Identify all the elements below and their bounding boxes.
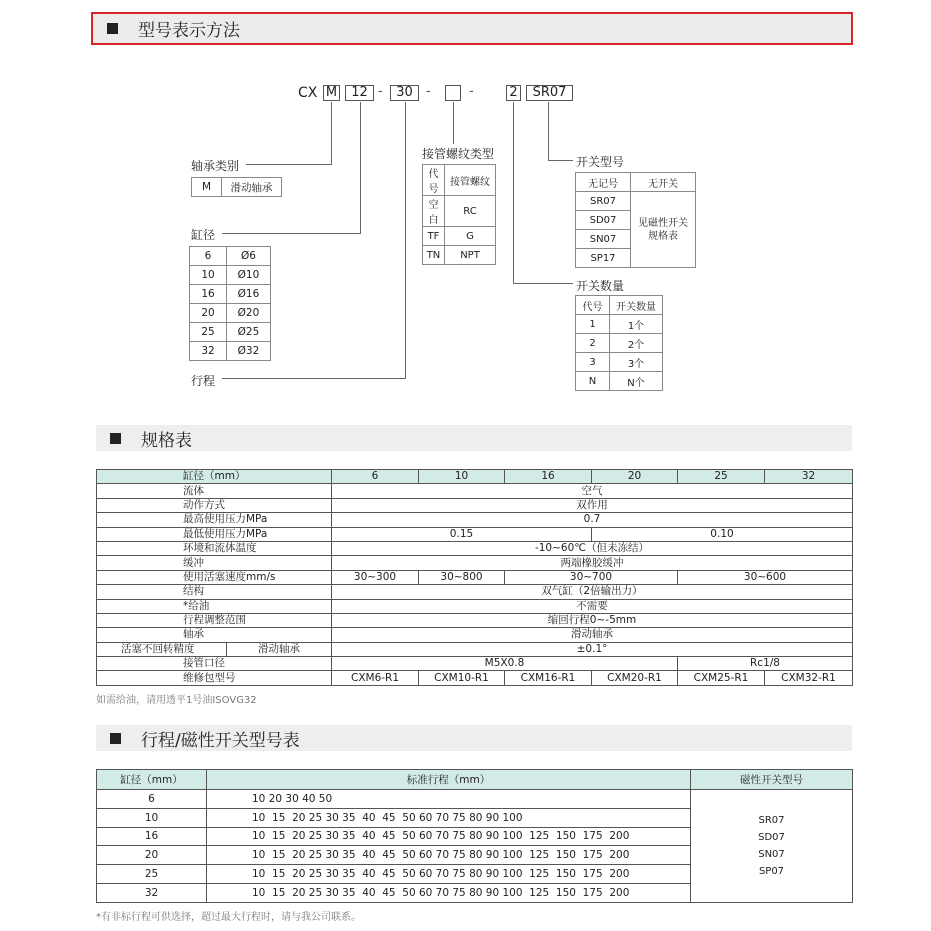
table-cell: N	[576, 372, 610, 391]
table-cell: 10 15 20 25 30 35 40 45 50 60 70 75 80 90 100 125 150 175 200	[207, 883, 691, 902]
table-cell: 使用活塞速度mm/s	[97, 570, 332, 584]
table-row	[97, 599, 853, 613]
code-dash-2: -	[426, 84, 431, 99]
code-bore-box: 12	[345, 85, 374, 101]
connector-line	[331, 102, 332, 164]
table-cell: 30~300	[332, 570, 419, 584]
table-cell: 滑动轴承	[222, 178, 282, 197]
switch-count-label: 开关数量	[576, 279, 625, 293]
table-cell: M5X0.8	[332, 657, 678, 671]
table-cell: 滑动轴承	[227, 642, 332, 656]
connector-line	[222, 233, 361, 234]
table-cell: 环境和流体温度	[97, 541, 332, 555]
stroke-note: *有非标行程可供选择，超过最大行程时，请与我公司联系。	[96, 912, 361, 923]
table-cell: 空气	[332, 484, 853, 498]
code-thread-box	[445, 85, 461, 101]
table-cell: CXM10-R1	[419, 671, 505, 685]
code-count-box: 2	[506, 85, 521, 101]
square-bullet-icon	[107, 23, 118, 34]
connector-line	[548, 102, 549, 161]
table-cell: 3	[576, 353, 610, 372]
table-cell: 10	[97, 808, 207, 827]
bore-label: 缸径	[191, 228, 216, 242]
table-cell: 见磁性开关 规格表	[631, 192, 696, 268]
table-row	[97, 657, 853, 671]
bearing-label: 轴承类别	[191, 159, 240, 173]
table-cell: 10 15 20 25 30 35 40 45 50 60 70 75 80 90 100 125 150 175 200	[207, 846, 691, 865]
table-cell: 双作用	[332, 498, 853, 512]
table-cell: 双气缸（2倍输出力）	[332, 585, 853, 599]
table-cell: 代号	[423, 165, 445, 196]
table-cell: Ø32	[227, 342, 271, 361]
table-cell: CXM20-R1	[592, 671, 678, 685]
switch-model: SN07	[758, 848, 785, 860]
table-cell: CXM32-R1	[765, 671, 853, 685]
code-stroke-box: 30	[390, 85, 419, 101]
connector-line	[360, 102, 361, 234]
table-cell: 32	[97, 883, 207, 902]
table-cell: 无开关	[631, 173, 696, 192]
section-title: 规格表	[141, 430, 192, 451]
table-cell: 动作方式	[97, 498, 332, 512]
table-cell: 代号	[576, 296, 610, 315]
table-cell: N个	[610, 372, 663, 391]
table-cell: 10 15 20 25 30 35 40 45 50 60 70 75 80 90 100 125 150 175 200	[207, 865, 691, 884]
table-cell: 轴承	[97, 628, 332, 642]
square-bullet-icon	[110, 733, 121, 744]
table-cell: 6	[190, 247, 227, 266]
table-row	[97, 484, 853, 498]
table-cell: CXM6-R1	[332, 671, 419, 685]
table-cell: 缸径（mm）	[97, 770, 207, 790]
spec-table	[96, 469, 853, 686]
table-cell: 25	[97, 865, 207, 884]
table-cell: 滑动轴承	[332, 628, 853, 642]
table-cell: ±0.1°	[332, 642, 853, 656]
table-cell: 缸径（mm）	[97, 470, 332, 484]
table-cell: *给油	[97, 599, 332, 613]
table-cell: 最高使用压力MPa	[97, 513, 332, 527]
table-cell: 活塞不回转精度	[97, 642, 227, 656]
table-cell: 6	[97, 790, 207, 809]
table-cell: 行程调整范围	[97, 613, 332, 627]
table-cell: 最低使用压力MPa	[97, 527, 332, 541]
table-cell: 标准行程（mm）	[207, 770, 691, 790]
table-cell: M	[192, 178, 222, 197]
table-cell: 流体	[97, 484, 332, 498]
table-cell: 10 15 20 25 30 35 40 45 50 60 70 75 80 90 100 125 150 175 200	[207, 827, 691, 846]
table-cell: 3个	[610, 353, 663, 372]
switch-model: SD07	[758, 831, 785, 843]
table-cell: TF	[423, 227, 445, 246]
table-row	[97, 585, 853, 599]
table-cell: Rc1/8	[678, 657, 853, 671]
connector-line	[513, 102, 514, 283]
thread-table	[422, 164, 496, 265]
table-cell: 空白	[423, 196, 445, 227]
table-cell: SN07	[576, 230, 631, 249]
table-cell: 接管螺纹	[445, 165, 496, 196]
bearing-table	[191, 177, 282, 197]
table-row	[97, 613, 853, 627]
table-cell: SR07	[576, 192, 631, 211]
table-cell: 32	[190, 342, 227, 361]
table-row	[97, 513, 853, 527]
switch-count-table	[575, 295, 663, 391]
table-cell: 30~700	[505, 570, 678, 584]
table-cell: 16	[505, 470, 592, 484]
table-row	[97, 790, 853, 809]
code-m-box: M	[323, 85, 340, 101]
table-cell: 10 15 20 25 30 35 40 45 50 60 70 75 80 90 100	[207, 808, 691, 827]
table-cell: 30~600	[678, 570, 853, 584]
table-cell: 16	[97, 827, 207, 846]
table-cell: 接管口径	[97, 657, 332, 671]
switch-model: SP07	[758, 865, 785, 877]
switch-model: SR07	[758, 814, 785, 826]
thread-label: 接管螺纹类型	[422, 147, 495, 161]
table-cell: 结构	[97, 585, 332, 599]
switch-type-table	[575, 172, 696, 268]
table-cell: 两端橡胶缓冲	[332, 556, 853, 570]
table-cell: 16	[190, 285, 227, 304]
table-cell: SD07	[576, 211, 631, 230]
stroke-label: 行程	[191, 374, 216, 388]
table-cell: 25	[678, 470, 765, 484]
table-cell: 25	[190, 323, 227, 342]
table-cell: 0.7	[332, 513, 853, 527]
table-cell: 0.10	[592, 527, 853, 541]
section-header-model	[91, 12, 853, 45]
table-cell: 开关数量	[610, 296, 663, 315]
table-cell: 2	[576, 334, 610, 353]
table-cell: 30~800	[419, 570, 505, 584]
table-cell: Ø20	[227, 304, 271, 323]
switch-list-cell	[691, 790, 853, 903]
connector-line	[222, 378, 406, 379]
section-header-spec	[96, 425, 852, 451]
code-prefix: CX	[298, 85, 318, 101]
table-cell: TN	[423, 246, 445, 265]
table-cell: SP17	[576, 249, 631, 268]
table-cell: 2个	[610, 334, 663, 353]
table-cell: 20	[97, 846, 207, 865]
connector-line	[513, 283, 573, 284]
square-bullet-icon	[110, 433, 121, 444]
table-cell: Ø10	[227, 266, 271, 285]
section-title: 型号表示方法	[138, 21, 240, 41]
code-switch-box: SR07	[526, 85, 573, 101]
table-cell: 1个	[610, 315, 663, 334]
table-row	[97, 470, 853, 484]
table-row	[97, 527, 853, 541]
table-row	[97, 770, 853, 790]
table-cell: NPT	[445, 246, 496, 265]
table-cell: 1	[576, 315, 610, 334]
switch-type-label: 开关型号	[576, 155, 625, 169]
table-row	[97, 541, 853, 555]
stroke-table	[96, 769, 853, 903]
bore-table	[189, 246, 271, 361]
table-cell: 20	[190, 304, 227, 323]
connector-line	[246, 164, 332, 165]
table-cell: Ø6	[227, 247, 271, 266]
table-cell: 缩回行程0~-5mm	[332, 613, 853, 627]
table-cell: 不需要	[332, 599, 853, 613]
table-cell: 6	[332, 470, 419, 484]
table-row	[97, 570, 853, 584]
table-row	[97, 498, 853, 512]
table-cell: RC	[445, 196, 496, 227]
section-title: 行程/磁性开关型号表	[141, 730, 300, 751]
connector-line	[405, 102, 406, 378]
code-dash-3: -	[469, 84, 474, 99]
table-cell: -10~60℃（但未冻结）	[332, 541, 853, 555]
table-row	[97, 628, 853, 642]
table-cell: CXM25-R1	[678, 671, 765, 685]
code-dash-1: -	[378, 84, 383, 99]
table-cell: 20	[592, 470, 678, 484]
table-row	[97, 642, 853, 656]
table-cell: G	[445, 227, 496, 246]
table-cell: 10	[419, 470, 505, 484]
table-cell: Ø16	[227, 285, 271, 304]
table-row	[97, 671, 853, 685]
spec-note: 如需给油，请用透平1号油ISOVG32	[96, 695, 257, 706]
connector-line	[453, 102, 454, 144]
connector-line	[548, 160, 573, 161]
table-cell: 维修包型号	[97, 671, 332, 685]
table-cell: Ø25	[227, 323, 271, 342]
table-cell: 缓冲	[97, 556, 332, 570]
table-cell: 无记号	[576, 173, 631, 192]
table-row	[97, 556, 853, 570]
table-cell: 磁性开关型号	[691, 770, 853, 790]
section-header-stroke	[96, 725, 852, 751]
table-cell: 10 20 30 40 50	[207, 790, 691, 809]
table-cell: 0.15	[332, 527, 592, 541]
table-cell: 10	[190, 266, 227, 285]
table-cell: 32	[765, 470, 853, 484]
table-cell: CXM16-R1	[505, 671, 592, 685]
